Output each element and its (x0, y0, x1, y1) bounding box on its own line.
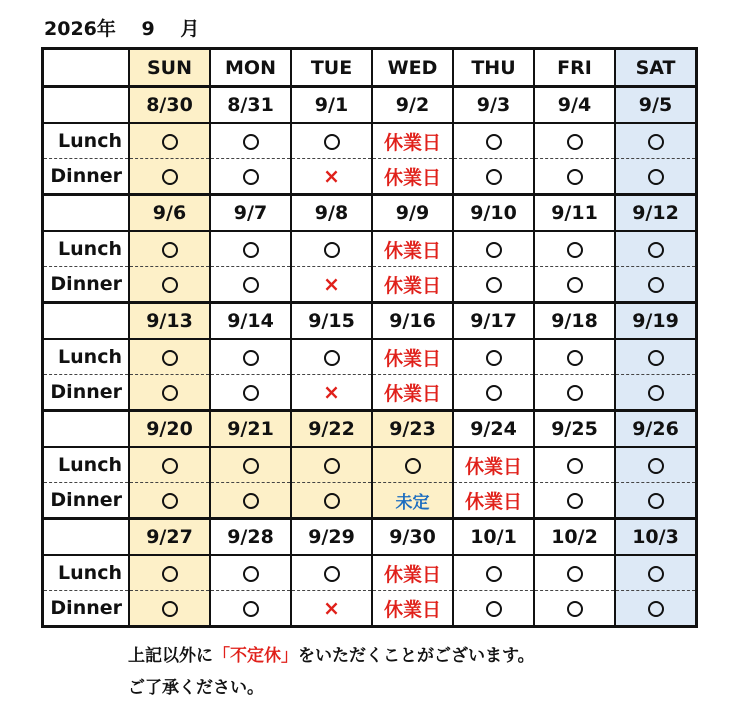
status-cell (291, 123, 372, 159)
date-cell: 9/1 (291, 87, 372, 124)
status-cell (615, 483, 697, 519)
open-circle-icon (486, 277, 502, 293)
open-circle-icon (648, 385, 664, 401)
date-row-label (43, 519, 130, 556)
status-cell (372, 159, 453, 195)
open-circle-icon (162, 134, 178, 150)
status-cell (372, 123, 453, 159)
open-circle-icon (324, 134, 340, 150)
holiday-label: 休業日 (383, 563, 441, 586)
open-circle-icon (405, 458, 421, 474)
date-cell: 9/15 (291, 303, 372, 340)
note-text: をいただくことがございます。 (298, 646, 535, 666)
note-line-2: ご了承ください。 (128, 678, 264, 698)
status-cell (615, 159, 697, 195)
open-circle-icon (648, 566, 664, 582)
status-cell (372, 591, 453, 627)
open-circle-icon (567, 169, 583, 185)
date-cell: 9/24 (453, 411, 534, 448)
date-cell: 10/1 (453, 519, 534, 556)
status-cell (210, 483, 291, 519)
date-row (43, 303, 697, 340)
status-cell (129, 231, 210, 267)
status-cell (210, 231, 291, 267)
status-cell (453, 231, 534, 267)
status-cell (210, 447, 291, 483)
date-cell: 9/22 (291, 411, 372, 448)
closure-note (128, 640, 535, 704)
date-cell: 10/3 (615, 519, 697, 556)
open-circle-icon (243, 169, 259, 185)
weekday-header: SUN (129, 49, 210, 87)
lunch-row (43, 339, 697, 375)
open-circle-icon (162, 458, 178, 474)
dinner-label: Dinner (43, 591, 130, 627)
irregular-holiday-text: 「不定休」 (213, 646, 298, 666)
date-cell: 9/5 (615, 87, 697, 124)
open-circle-icon (648, 242, 664, 258)
status-cell (534, 231, 615, 267)
status-cell (210, 339, 291, 375)
date-cell: 9/3 (453, 87, 534, 124)
weekday-header: SAT (615, 49, 697, 87)
status-cell (534, 375, 615, 411)
date-cell: 9/28 (210, 519, 291, 556)
date-cell: 9/6 (129, 195, 210, 232)
dinner-row (43, 267, 697, 303)
open-circle-icon (486, 134, 502, 150)
open-circle-icon (324, 458, 340, 474)
status-cell (615, 591, 697, 627)
status-cell (615, 267, 697, 303)
status-cell (615, 447, 697, 483)
open-circle-icon (567, 134, 583, 150)
lunch-label: Lunch (43, 123, 130, 159)
open-circle-icon (567, 601, 583, 617)
open-circle-icon (243, 601, 259, 617)
status-cell (534, 267, 615, 303)
open-circle-icon (243, 277, 259, 293)
status-cell (129, 375, 210, 411)
lunch-label: Lunch (43, 339, 130, 375)
status-cell (129, 447, 210, 483)
holiday-label: 休業日 (383, 166, 441, 189)
status-cell (615, 375, 697, 411)
status-cell (210, 123, 291, 159)
date-cell: 9/18 (534, 303, 615, 340)
status-cell (291, 231, 372, 267)
dinner-label: Dinner (43, 267, 130, 303)
open-circle-icon (486, 601, 502, 617)
status-cell (534, 159, 615, 195)
date-cell: 9/29 (291, 519, 372, 556)
status-cell (453, 123, 534, 159)
status-cell (372, 267, 453, 303)
status-cell (372, 339, 453, 375)
open-circle-icon (648, 134, 664, 150)
status-cell (210, 159, 291, 195)
status-cell (453, 483, 534, 519)
dinner-row (43, 483, 697, 519)
date-cell: 9/26 (615, 411, 697, 448)
note-text: 上記以外に (128, 646, 213, 666)
holiday-label: 休業日 (464, 490, 522, 513)
status-cell (453, 591, 534, 627)
status-cell (291, 267, 372, 303)
date-row-label (43, 303, 130, 340)
status-cell (372, 447, 453, 483)
calendar-title: 2026年 9 月 (44, 18, 200, 40)
status-cell (615, 555, 697, 591)
status-cell (291, 591, 372, 627)
date-cell: 9/25 (534, 411, 615, 448)
dinner-row (43, 159, 697, 195)
dinner-row (43, 591, 697, 627)
date-cell: 9/30 (372, 519, 453, 556)
status-cell (453, 375, 534, 411)
status-cell (453, 267, 534, 303)
open-circle-icon (324, 242, 340, 258)
lunch-row (43, 123, 697, 159)
status-cell (534, 591, 615, 627)
date-cell: 9/17 (453, 303, 534, 340)
holiday-label: 休業日 (383, 274, 441, 297)
open-circle-icon (567, 458, 583, 474)
dinner-label: Dinner (43, 483, 130, 519)
weekday-header: TUE (291, 49, 372, 87)
open-circle-icon (324, 566, 340, 582)
lunch-label: Lunch (43, 231, 130, 267)
open-circle-icon (648, 601, 664, 617)
status-cell (453, 339, 534, 375)
open-circle-icon (486, 169, 502, 185)
holiday-label: 休業日 (383, 131, 441, 154)
open-circle-icon (567, 385, 583, 401)
status-cell (210, 375, 291, 411)
status-cell (615, 231, 697, 267)
status-cell (453, 447, 534, 483)
open-circle-icon (648, 350, 664, 366)
status-cell (291, 339, 372, 375)
date-row (43, 519, 697, 556)
date-cell: 9/27 (129, 519, 210, 556)
lunch-label: Lunch (43, 447, 130, 483)
open-circle-icon (162, 350, 178, 366)
open-circle-icon (567, 493, 583, 509)
open-circle-icon (243, 242, 259, 258)
weekday-header: WED (372, 49, 453, 87)
open-circle-icon (324, 350, 340, 366)
open-circle-icon (162, 385, 178, 401)
open-circle-icon (162, 242, 178, 258)
status-cell (129, 483, 210, 519)
status-cell (534, 447, 615, 483)
status-cell (129, 123, 210, 159)
open-circle-icon (567, 242, 583, 258)
status-cell (615, 339, 697, 375)
holiday-label: 休業日 (383, 239, 441, 262)
status-cell (372, 555, 453, 591)
open-circle-icon (243, 493, 259, 509)
status-cell (453, 159, 534, 195)
status-cell (372, 231, 453, 267)
holiday-label: 休業日 (464, 455, 522, 478)
open-circle-icon (243, 458, 259, 474)
open-circle-icon (162, 566, 178, 582)
open-circle-icon (648, 169, 664, 185)
closed-cross-icon: × (323, 380, 340, 404)
open-circle-icon (567, 566, 583, 582)
open-circle-icon (567, 350, 583, 366)
open-circle-icon (648, 458, 664, 474)
holiday-label: 休業日 (383, 598, 441, 621)
date-row-label (43, 87, 130, 124)
date-cell: 9/8 (291, 195, 372, 232)
holiday-label: 休業日 (383, 382, 441, 405)
status-cell (129, 159, 210, 195)
dinner-label: Dinner (43, 375, 130, 411)
status-cell (291, 159, 372, 195)
date-row (43, 195, 697, 232)
closed-cross-icon: × (323, 272, 340, 296)
lunch-label: Lunch (43, 555, 130, 591)
date-cell: 9/12 (615, 195, 697, 232)
date-cell: 9/21 (210, 411, 291, 448)
open-circle-icon (162, 277, 178, 293)
header-corner (43, 49, 130, 87)
status-cell (534, 339, 615, 375)
status-cell (534, 555, 615, 591)
status-cell (210, 591, 291, 627)
date-cell: 8/31 (210, 87, 291, 124)
holiday-label: 休業日 (383, 347, 441, 370)
status-cell (291, 447, 372, 483)
status-cell (129, 267, 210, 303)
status-cell (372, 483, 453, 519)
status-cell (291, 375, 372, 411)
open-circle-icon (162, 493, 178, 509)
status-cell (291, 555, 372, 591)
date-cell: 9/23 (372, 411, 453, 448)
weekday-header: THU (453, 49, 534, 87)
open-circle-icon (243, 385, 259, 401)
weekday-header: MON (210, 49, 291, 87)
open-circle-icon (162, 169, 178, 185)
date-cell: 9/13 (129, 303, 210, 340)
status-cell (372, 375, 453, 411)
date-cell: 9/14 (210, 303, 291, 340)
status-cell (534, 123, 615, 159)
status-cell (291, 483, 372, 519)
open-circle-icon (243, 134, 259, 150)
date-cell: 9/11 (534, 195, 615, 232)
status-cell (210, 267, 291, 303)
note-line-1 (128, 640, 535, 672)
lunch-row (43, 555, 697, 591)
date-cell: 9/19 (615, 303, 697, 340)
open-circle-icon (648, 493, 664, 509)
status-cell (453, 555, 534, 591)
open-circle-icon (243, 350, 259, 366)
status-cell (129, 555, 210, 591)
closed-cross-icon: × (323, 164, 340, 188)
date-row (43, 87, 697, 124)
weekday-header-row (43, 49, 697, 87)
open-circle-icon (486, 350, 502, 366)
dinner-row (43, 375, 697, 411)
dinner-label: Dinner (43, 159, 130, 195)
lunch-row (43, 447, 697, 483)
date-row-label (43, 195, 130, 232)
business-calendar (41, 47, 698, 628)
date-cell: 9/9 (372, 195, 453, 232)
status-cell (534, 483, 615, 519)
open-circle-icon (648, 277, 664, 293)
status-cell (129, 339, 210, 375)
date-row-label (43, 411, 130, 448)
date-cell: 9/2 (372, 87, 453, 124)
closed-cross-icon: × (323, 596, 340, 620)
date-cell: 9/7 (210, 195, 291, 232)
date-cell: 9/4 (534, 87, 615, 124)
date-cell: 9/16 (372, 303, 453, 340)
open-circle-icon (567, 277, 583, 293)
weekday-header: FRI (534, 49, 615, 87)
open-circle-icon (486, 385, 502, 401)
date-cell: 10/2 (534, 519, 615, 556)
date-cell: 8/30 (129, 87, 210, 124)
date-cell: 9/20 (129, 411, 210, 448)
open-circle-icon (162, 601, 178, 617)
status-cell (210, 555, 291, 591)
open-circle-icon (486, 242, 502, 258)
open-circle-icon (324, 493, 340, 509)
open-circle-icon (243, 566, 259, 582)
date-cell: 9/10 (453, 195, 534, 232)
date-row (43, 411, 697, 448)
status-cell (129, 591, 210, 627)
undecided-label: 未定 (395, 492, 430, 513)
lunch-row (43, 231, 697, 267)
status-cell (615, 123, 697, 159)
open-circle-icon (486, 566, 502, 582)
